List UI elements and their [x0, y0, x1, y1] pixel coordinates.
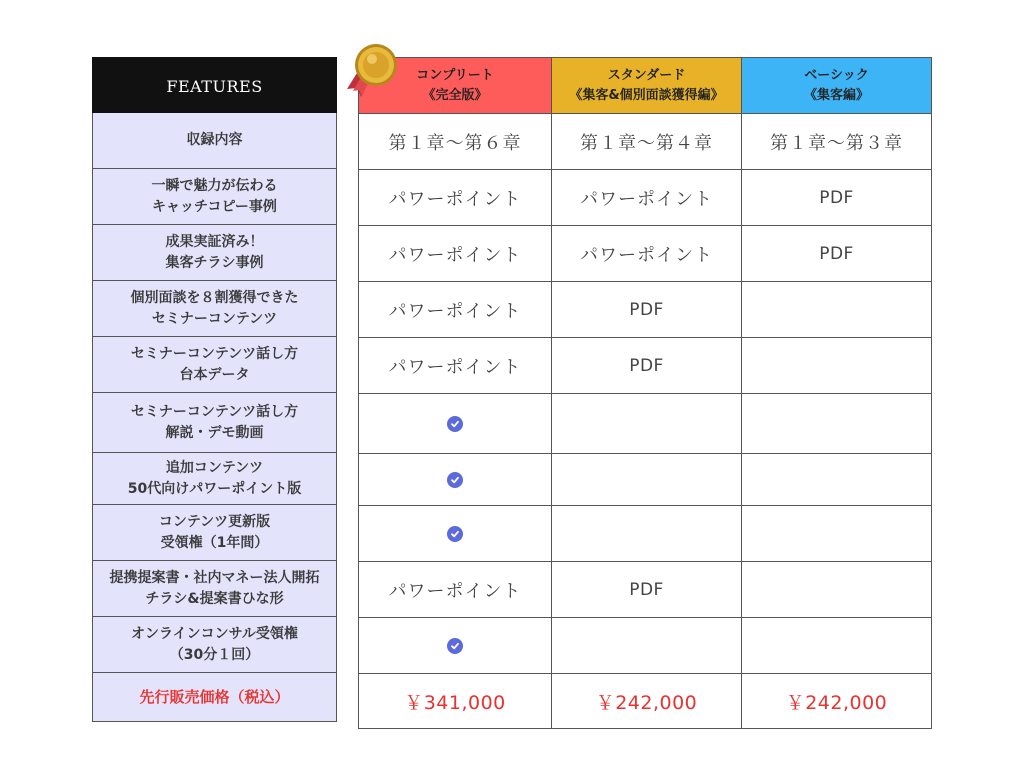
table-cell: PDF: [551, 337, 742, 394]
table-cell: [358, 393, 552, 454]
feature-label: コンテンツ更新版 受領権（1年間）: [92, 505, 337, 561]
table-cell: パワーポイント: [358, 561, 552, 618]
plan-header-basic: [741, 57, 932, 114]
table-cell: [358, 453, 552, 506]
check-circle-icon: [447, 526, 463, 542]
table-cell: パワーポイント: [358, 225, 552, 282]
price-cell: ￥242,000: [551, 673, 742, 729]
table-cell: 第１章〜第３章: [741, 113, 932, 170]
feature-label: セミナーコンテンツ話し方 台本データ: [92, 337, 337, 393]
table-cell: [741, 505, 932, 562]
table-cell: パワーポイント: [551, 225, 742, 282]
plan-subtitle: 《集客編》: [803, 87, 869, 103]
feature-label: 収録内容: [92, 113, 337, 169]
table-cell: [358, 505, 552, 562]
gold-medal-icon: [343, 39, 409, 105]
feature-label: 一瞬で魅力が伝わる キャッチコピー事例: [92, 169, 337, 225]
check-circle-icon: [447, 638, 463, 654]
price-cell: ￥242,000: [741, 673, 932, 729]
check-circle-icon: [447, 472, 463, 488]
feature-label: 成果実証済み！ 集客チラシ事例: [92, 225, 337, 281]
feature-label: 提携提案書・社内マネー法人開拓 チラシ&提案書ひな形: [92, 561, 337, 617]
table-cell: 第１章〜第４章: [551, 113, 742, 170]
table-cell: [741, 281, 932, 338]
plan-name: コンプリート: [416, 67, 494, 83]
table-cell: [551, 505, 742, 562]
table-cell: パワーポイント: [358, 337, 552, 394]
check-circle-icon: [447, 416, 463, 432]
table-cell: PDF: [741, 225, 932, 282]
feature-label: 追加コンテンツ 50代向けパワーポイント版: [92, 453, 337, 505]
plan-name: スタンダード: [607, 67, 686, 83]
feature-label: セミナーコンテンツ話し方 解説・デモ動画: [92, 393, 337, 453]
table-cell: PDF: [551, 281, 742, 338]
plan-name: ベーシック: [804, 67, 869, 83]
table-cell: [741, 617, 932, 674]
table-cell: [741, 561, 932, 618]
table-cell: [741, 337, 932, 394]
plan-subtitle: 《完全版》: [422, 87, 488, 103]
table-cell: 第１章〜第６章: [358, 113, 552, 170]
plan-header-standard: [551, 57, 742, 114]
table-cell: [551, 453, 742, 506]
table-cell: パワーポイント: [358, 169, 552, 226]
table-cell: PDF: [741, 169, 932, 226]
plan-subtitle: 《集客&個別面談獲得編》: [569, 87, 724, 103]
price-cell: ￥341,000: [358, 673, 552, 729]
table-cell: [358, 617, 552, 674]
table-cell: [741, 453, 932, 506]
price-label: 先行販売価格（税込）: [92, 673, 337, 722]
features-header: FEATURES: [92, 57, 337, 115]
table-cell: パワーポイント: [358, 281, 552, 338]
feature-label: オンラインコンサル受領権 （30分１回）: [92, 617, 337, 673]
feature-label: 個別面談を８割獲得できた セミナーコンテンツ: [92, 281, 337, 337]
table-cell: [551, 393, 742, 454]
table-cell: [551, 617, 742, 674]
table-cell: パワーポイント: [551, 169, 742, 226]
table-cell: [741, 393, 932, 454]
table-cell: PDF: [551, 561, 742, 618]
